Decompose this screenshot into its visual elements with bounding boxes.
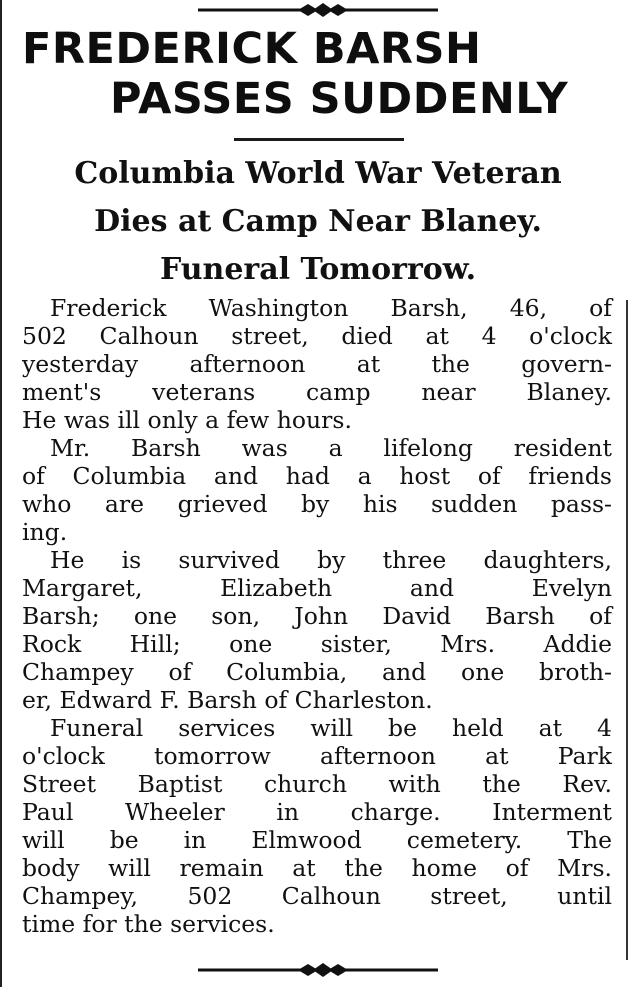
top-ornament-rule	[2, 0, 632, 20]
text-line: o'clock tomorrow afternoon at Park	[22, 742, 612, 770]
text-line: body will remain at the home of Mrs.	[22, 854, 612, 882]
bottom-ornament-rule	[2, 960, 632, 980]
text-line: Funeral services will be held at 4	[50, 714, 612, 742]
text-line: yesterday afternoon at the govern-	[22, 350, 612, 378]
text-line: Margaret, Elizabeth and Evelyn	[22, 574, 612, 602]
subhead-line-1: Columbia World War Veteran	[74, 156, 562, 191]
column-rule	[626, 300, 628, 960]
headline-line-2: PASSES SUDDENLY	[110, 74, 569, 124]
subheadline	[2, 150, 632, 294]
diamond-rule-icon	[198, 960, 438, 980]
subhead-line-2: Dies at Camp Near Blaney.	[94, 204, 542, 239]
text-line: He is survived by three daughters,	[50, 546, 612, 574]
text-line: Champey of Columbia, and one broth-	[22, 658, 612, 686]
text-line: Paul Wheeler in charge. Interment	[22, 798, 612, 826]
paragraph	[22, 434, 612, 546]
text-line: Frederick Washington Barsh, 46, of	[50, 294, 612, 322]
diamond-rule-icon	[198, 0, 438, 20]
text-line: of Columbia and had a host of friends	[22, 462, 612, 490]
text-line: 502 Calhoun street, died at 4 o'clock	[22, 322, 612, 350]
text-line: Barsh; one son, John David Barsh of	[22, 602, 612, 630]
headline-line-1: FREDERICK BARSH	[22, 24, 482, 74]
subhead-line-3: Funeral Tomorrow.	[159, 252, 477, 287]
text-line: Mr. Barsh was a lifelong resident	[50, 434, 612, 462]
text-line: Champey, 502 Calhoun street, until	[22, 882, 612, 910]
text-line: er, Edward F. Barsh of Charleston.	[22, 686, 433, 714]
headline-divider	[234, 138, 404, 141]
text-line: who are grieved by his sudden pass-	[22, 490, 612, 518]
text-line: Street Baptist church with the Rev.	[22, 770, 612, 798]
headline	[2, 24, 632, 124]
text-line: Rock Hill; one sister, Mrs. Addie	[22, 630, 612, 658]
text-line: time for the services.	[22, 910, 275, 938]
paragraph	[22, 546, 612, 714]
text-line: will be in Elmwood cemetery. The	[22, 826, 612, 854]
text-line: ment's veterans camp near Blaney.	[22, 378, 612, 406]
paragraph	[22, 294, 612, 434]
article-body	[22, 294, 612, 938]
paragraph	[22, 714, 612, 938]
text-line: ing.	[22, 518, 68, 546]
text-line: He was ill only a few hours.	[22, 406, 352, 434]
